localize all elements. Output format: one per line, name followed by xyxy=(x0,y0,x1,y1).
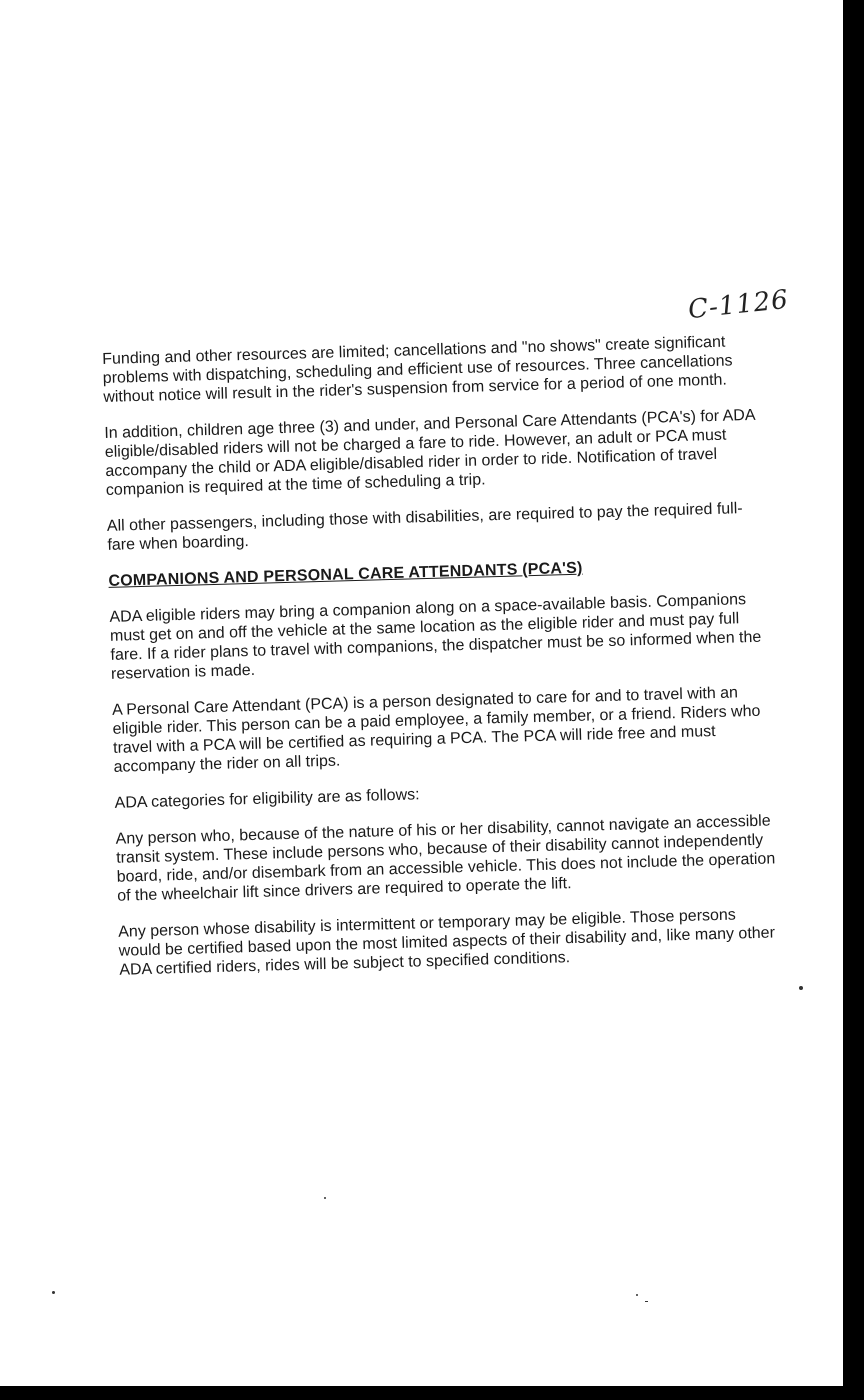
scan-speck xyxy=(52,1291,55,1294)
scan-speck xyxy=(636,1294,638,1296)
document-body xyxy=(102,332,782,997)
paragraph-fare-exemptions: In addition, children age three (3) and under, and Personal Care Attendants (PCA's) for ADA eligible/disabled riders will not be charged a fare to ride. However, an adult or PCA must accompany the child or ADA eligible/disabled rider in order to ride. Notification of travel companion is required at the time of scheduling a trip. xyxy=(104,406,755,499)
handwritten-page-number: C-1126 xyxy=(686,284,791,326)
scan-speck xyxy=(645,1301,648,1302)
paragraph-full-fare: All other passengers, including those with disabilities, are required to pay the required full-fare when boarding. xyxy=(106,500,743,554)
section-heading: COMPANIONS AND PERSONAL CARE ATTENDANTS (PCA'S) xyxy=(108,559,583,590)
scan-border-bottom xyxy=(0,1386,864,1400)
paragraph-eligibility-intro: ADA categories for eligibility are as follows: xyxy=(114,786,420,812)
paragraph-cancellations: Funding and other resources are limited; cancellations and "no shows" create significant problems with dispatching, scheduling and efficient use of resources. Three cancellations without notice will result in the rider's suspension from service for a period of one month. xyxy=(102,333,733,406)
paragraph-eligibility-temporary: Any person whose disability is intermittent or temporary may be eligible. Those persons would be certified based upon the most limited aspects of their disability and, like many other ADA certified riders, rides will be subject to specified conditions. xyxy=(118,906,776,979)
paragraph-pca-definition: A Personal Care Attendant (PCA) is a person designated to care for and to travel with an eligible rider. This person can be a paid employee, a family member, or a friend. Riders who travel with a PCA will be certified as requiring a PCA. The PCA will ride free and must accompany the rider on all trips. xyxy=(111,684,761,776)
paragraph-companions: ADA eligible riders may bring a companion along on a space-available basis. Companions must get on and off the vehicle at the same location as the eligible rider and must pay full fare. If a rider plans to travel with companions, the dispatcher must be so informed when the reservation is made. xyxy=(109,591,762,683)
scan-border-right xyxy=(843,0,864,1400)
paragraph-eligibility-navigation: Any person who, because of the nature of his or her disability, cannot navigate an accessible transit system. These include persons who, because of their disability cannot independently board, ride, and/or disembark from an accessible vehicle. This does not include the operation of the wheelchair lift since drivers are required to operate the lift. xyxy=(115,812,776,905)
scan-speck xyxy=(324,1197,326,1199)
scan-speck xyxy=(799,986,803,990)
